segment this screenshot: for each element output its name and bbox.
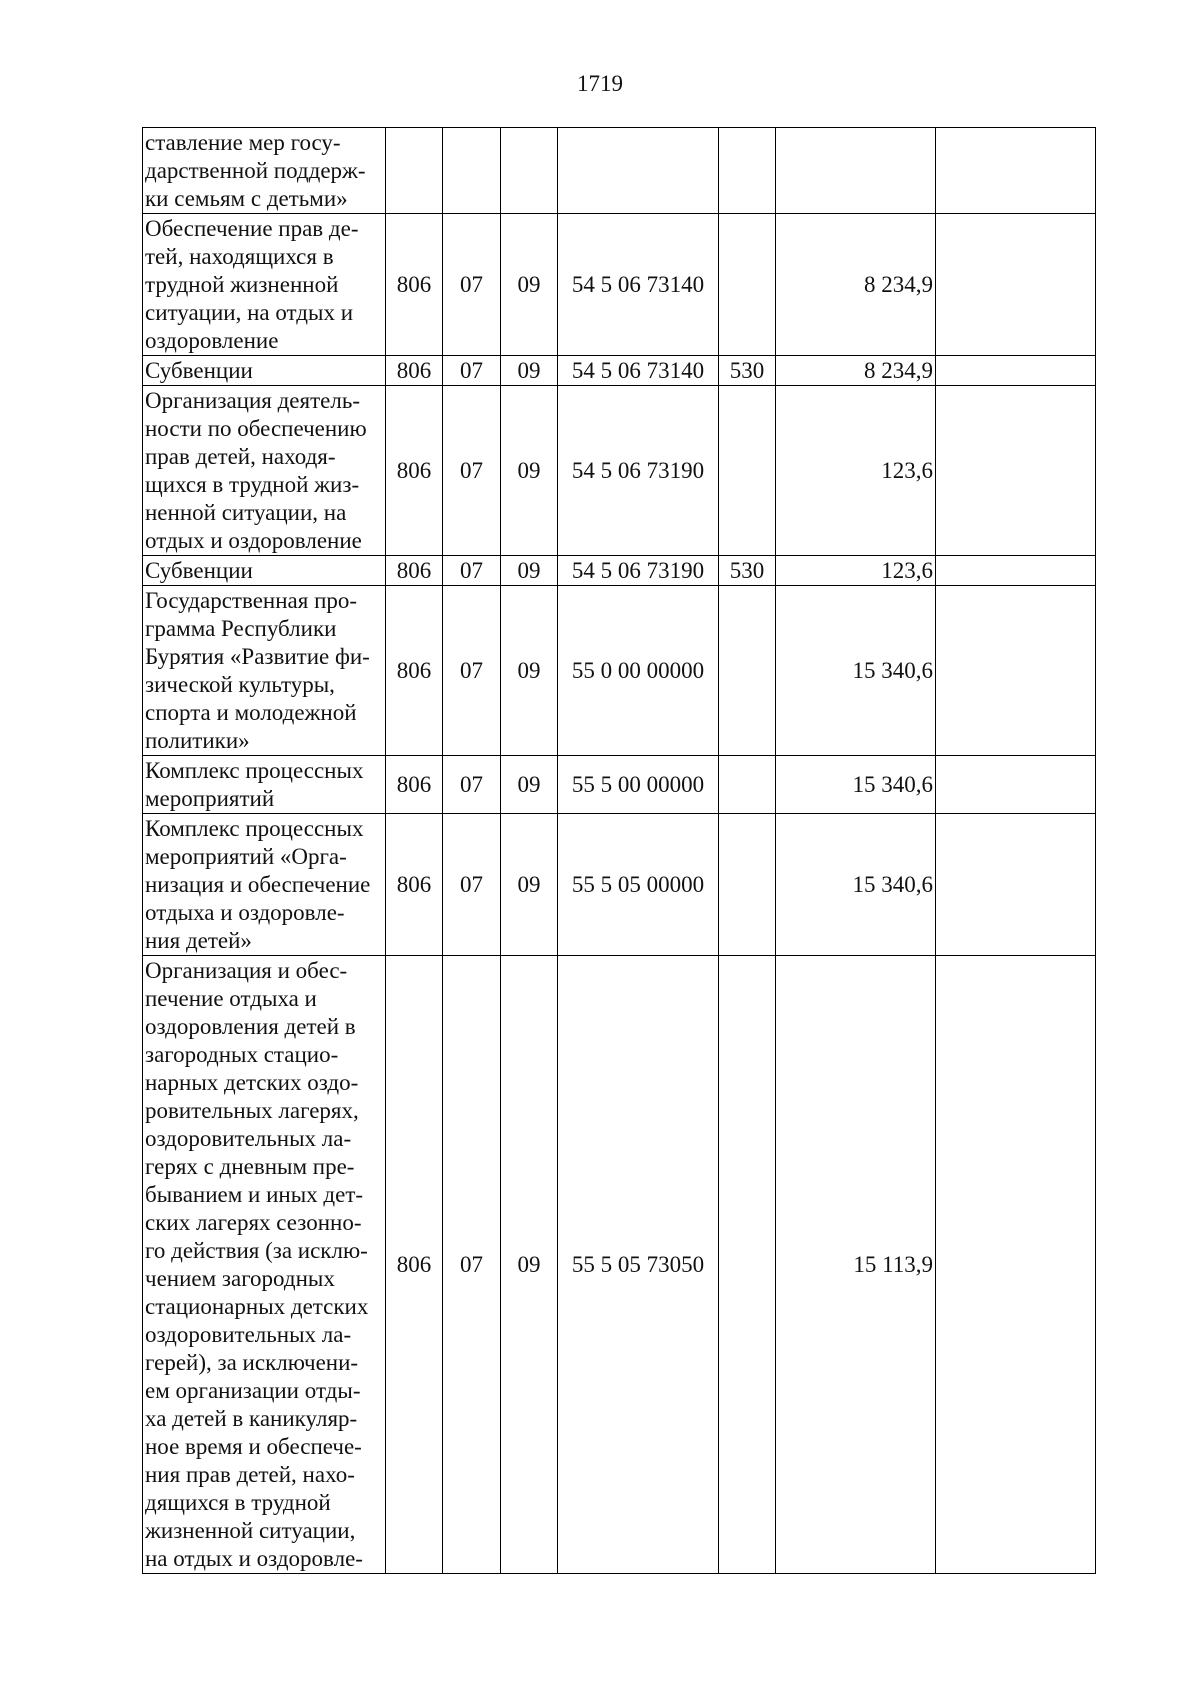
cell-gr: 806 [386, 586, 443, 756]
cell-vr: 530 [719, 556, 776, 586]
table-row [143, 128, 1096, 214]
cell-gr: 806 [386, 756, 443, 814]
cell-gr: 806 [386, 386, 443, 556]
cell-gr: 806 [386, 556, 443, 586]
table-row [143, 386, 1096, 556]
cell-pr: 09 [501, 386, 558, 556]
cell-pr [501, 128, 558, 214]
cell-vr [719, 586, 776, 756]
cell-pr: 09 [501, 814, 558, 956]
table-row [143, 586, 1096, 756]
cell-rz: 07 [443, 214, 501, 356]
row-name: ставление мер госу- дарственной поддерж- ки семьям с детьми» [143, 128, 386, 214]
cell-pr: 09 [501, 586, 558, 756]
cell-rz: 07 [443, 556, 501, 586]
table-row [143, 214, 1096, 356]
cell-last [936, 128, 1096, 214]
table-row [143, 814, 1096, 956]
cell-rz: 07 [443, 814, 501, 956]
cell-gr: 806 [386, 956, 443, 1574]
row-name: Комплекс процессных мероприятий «Орга- низация и обеспечение отдыха и оздоровле- ния детей» [143, 814, 386, 956]
cell-csr: 54 5 06 73140 [558, 214, 719, 356]
cell-vr [719, 128, 776, 214]
cell-csr: 55 0 00 00000 [558, 586, 719, 756]
cell-last [936, 956, 1096, 1574]
cell-last [936, 356, 1096, 386]
cell-sum [776, 128, 936, 214]
cell-last [936, 756, 1096, 814]
page-number: 1719 [577, 71, 623, 96]
cell-pr: 09 [501, 756, 558, 814]
table-row [143, 956, 1096, 1574]
cell-last [936, 586, 1096, 756]
budget-table [142, 127, 1096, 1574]
cell-last [936, 814, 1096, 956]
cell-csr: 54 5 06 73190 [558, 386, 719, 556]
cell-vr [719, 956, 776, 1574]
cell-rz: 07 [443, 956, 501, 1574]
cell-sum: 15 340,6 [776, 814, 936, 956]
row-name: Организация деятель- ности по обеспечению прав детей, находя- щихся в трудной жиз- ненной ситуации, на отдых и оздоровление [143, 386, 386, 556]
cell-gr [386, 128, 443, 214]
cell-last [936, 556, 1096, 586]
cell-gr: 806 [386, 814, 443, 956]
cell-sum: 123,6 [776, 386, 936, 556]
cell-vr [719, 214, 776, 356]
cell-sum: 123,6 [776, 556, 936, 586]
table-row [143, 356, 1096, 386]
cell-sum: 8 234,9 [776, 356, 936, 386]
cell-vr [719, 756, 776, 814]
cell-rz: 07 [443, 756, 501, 814]
cell-rz [443, 128, 501, 214]
cell-csr: 54 5 06 73190 [558, 556, 719, 586]
cell-csr: 54 5 06 73140 [558, 356, 719, 386]
cell-sum: 15 340,6 [776, 586, 936, 756]
cell-rz: 07 [443, 386, 501, 556]
row-name: Государственная про- грамма Республики Бурятия «Развитие фи- зической культуры, спорта и молодежной политики» [143, 586, 386, 756]
cell-gr: 806 [386, 356, 443, 386]
table-row [143, 756, 1096, 814]
cell-vr: 530 [719, 356, 776, 386]
row-name: Обеспечение прав де- тей, находящихся в трудной жизненной ситуации, на отдых и оздоровление [143, 214, 386, 356]
cell-csr: 55 5 05 00000 [558, 814, 719, 956]
cell-pr: 09 [501, 956, 558, 1574]
cell-pr: 09 [501, 356, 558, 386]
cell-csr: 55 5 00 00000 [558, 756, 719, 814]
row-name: Субвенции [143, 356, 386, 386]
row-name: Субвенции [143, 556, 386, 586]
cell-rz: 07 [443, 356, 501, 386]
table-row [143, 556, 1096, 586]
cell-pr: 09 [501, 556, 558, 586]
row-name: Организация и обес- печение отдыха и оздоровления детей в загородных стацио- нарных детских оздо- ровительных лагерях, оздоровительных ла- герях с дневным пре- быванием и иных дет- ских лагерях сезонно- го действия (за исклю- чением загородных стационарных детских оздоровительных ла- герей), за исключени- ем организации отды- ха детей в каникуляр- ное время и обеспече- ния прав детей, нахо- дящихся в трудной жизненной ситуации, на отдых и оздоровле- [143, 956, 386, 1574]
cell-sum: 15 340,6 [776, 756, 936, 814]
row-name: Комплекс процессных мероприятий [143, 756, 386, 814]
cell-sum: 15 113,9 [776, 956, 936, 1574]
cell-sum: 8 234,9 [776, 214, 936, 356]
cell-pr: 09 [501, 214, 558, 356]
cell-gr: 806 [386, 214, 443, 356]
cell-vr [719, 814, 776, 956]
cell-last [936, 214, 1096, 356]
cell-last [936, 386, 1096, 556]
cell-csr [558, 128, 719, 214]
cell-rz: 07 [443, 586, 501, 756]
cell-csr: 55 5 05 73050 [558, 956, 719, 1574]
cell-vr [719, 386, 776, 556]
